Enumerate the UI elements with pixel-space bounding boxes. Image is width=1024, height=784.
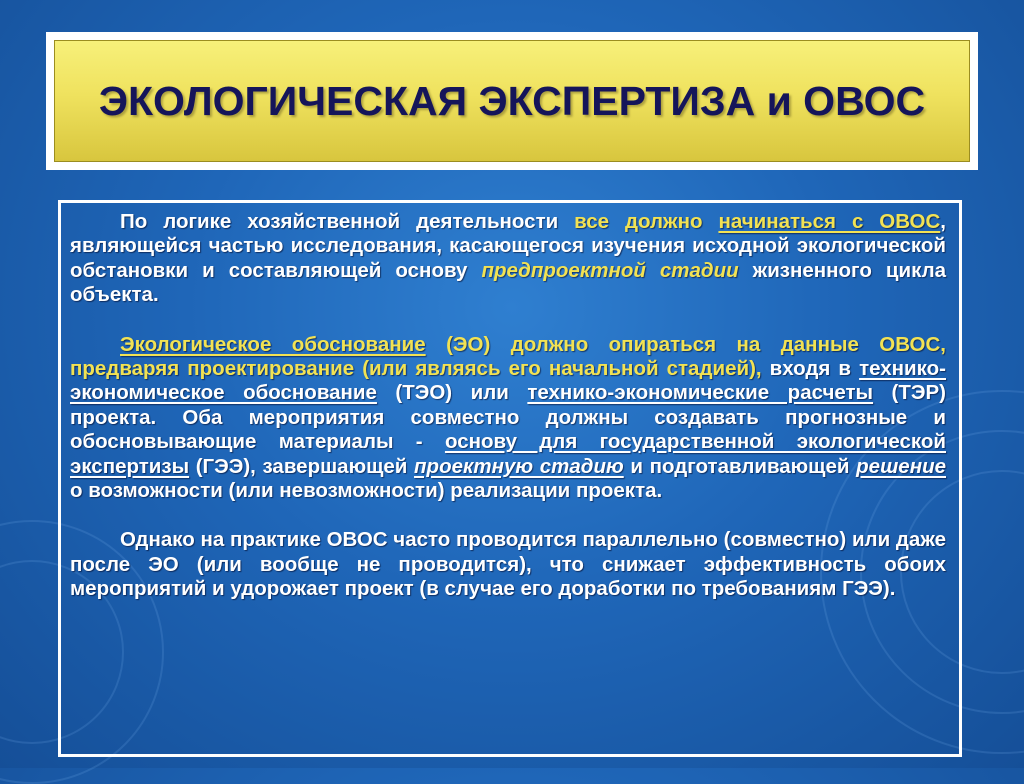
text-run	[703, 210, 719, 233]
italic-underlined-text: проектную стадию	[414, 454, 624, 478]
text-run: (ТЭР) проекта. Оба мероприятия совместно должны создавать прогнозные и обосновывающие материалы -	[70, 381, 946, 454]
paragraph-2	[70, 333, 946, 504]
text-run: (ТЭО) или	[376, 381, 528, 405]
title-frame	[46, 32, 978, 170]
highlight-text: (ЭО) должно опираться на данные ОВОС, предваряя проектирование (или являясь его начальной стадией),	[70, 332, 946, 381]
highlight-italic-text: предпроектной стадии	[481, 258, 739, 282]
text-run: По логике хозяйственной деятельности	[120, 210, 575, 233]
paragraph-1	[70, 210, 946, 308]
text-run: и подготавливающей	[623, 454, 857, 478]
highlight-underlined-text: Экологическое обоснование	[120, 332, 426, 356]
underlined-text: технико-экономическое обоснование	[70, 357, 946, 405]
text-run: о возможности (или невозможности) реализации проекта.	[70, 479, 663, 503]
highlight-text: все	[574, 210, 610, 233]
text-run: жизненного цикла объекта.	[70, 258, 947, 307]
paragraph-3	[70, 528, 946, 601]
text-run	[609, 210, 625, 233]
slide-title: ЭКОЛОГИЧЕСКАЯ ЭКСПЕРТИЗА и ОВОС	[98, 78, 926, 124]
highlight-text: должно	[625, 210, 703, 233]
content-text	[70, 210, 946, 602]
underlined-text: основу для государственной экологической экспертизы	[70, 430, 946, 478]
text-run: , являющейся частью исследования, касающегося изучения исходной экологической обстановки и составляющей основу	[70, 210, 946, 282]
text-run: Однако на практике ОВОС часто проводится параллельно (совместно) или даже после ЭО (или вообще не проводится), что снижает эффективность обоих мероприятий и удорожает проект (в случае его доработки по требованиям ГЭЭ).	[70, 528, 946, 601]
text-run: входя в	[761, 357, 860, 381]
highlight-underlined-text: начинаться с ОВОС	[718, 210, 941, 233]
text-run: (ГЭЭ), завершающей	[189, 454, 415, 478]
title-banner	[54, 40, 970, 162]
underlined-text: технико-экономические расчеты	[527, 381, 874, 405]
italic-underlined-text: решение	[856, 454, 946, 478]
